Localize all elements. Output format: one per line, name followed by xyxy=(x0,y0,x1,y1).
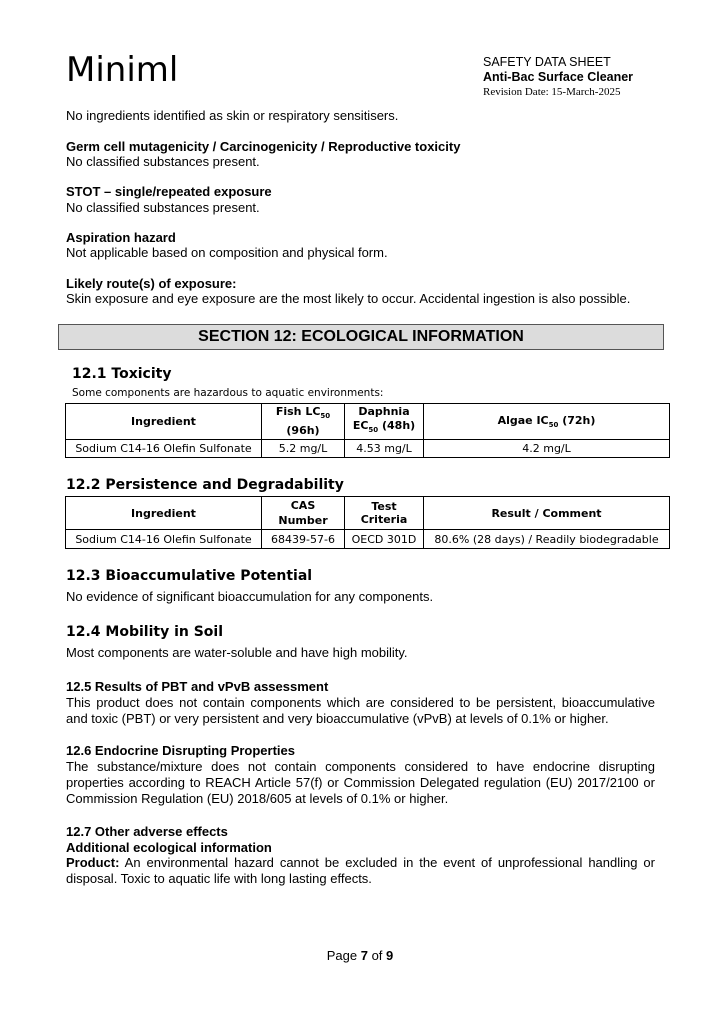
revision-date: Revision Date: 15-March-2025 xyxy=(483,86,621,98)
cell-cas: 68439-57-6 xyxy=(262,530,345,549)
cell-ingredient: Sodium C14-16 Olefin Sulfonate xyxy=(66,440,262,458)
cell-algae: 4.2 mg/L xyxy=(424,440,670,458)
algae-label: Algae IC xyxy=(497,413,549,427)
daphnia-ec-label: EC xyxy=(352,419,369,433)
product-label: Product: xyxy=(66,855,120,870)
cell-ingredient: Sodium C14-16 Olefin Sulfonate xyxy=(66,530,262,549)
additional-info-heading: Additional ecological information xyxy=(66,840,272,855)
col-cas-number xyxy=(262,497,345,530)
cell-fish: 5.2 mg/L xyxy=(262,440,345,458)
col-ingredient: Ingredient xyxy=(66,404,262,440)
col-ingredient: Ingredient xyxy=(66,497,262,530)
col-daphnia-ec50 xyxy=(345,404,424,440)
page-prefix: Page xyxy=(326,948,361,963)
endocrine-heading: 12.6 Endocrine Disrupting Properties xyxy=(66,743,295,758)
sensitiser-text: No ingredients identified as skin or respiratory sensitisers. xyxy=(66,108,399,123)
cell-daphnia: 4.53 mg/L xyxy=(345,440,424,458)
bioaccumulative-heading: 12.3 Bioaccumulative Potential xyxy=(66,568,313,584)
fish-subscript: 50 xyxy=(320,412,331,421)
aspiration-text: Not applicable based on composition and physical form. xyxy=(66,245,388,260)
germ-cell-text: No classified substances present. xyxy=(66,154,260,169)
fish-label: Fish LC xyxy=(275,405,321,419)
pbt-heading: 12.5 Results of PBT and vPvB assessment xyxy=(66,679,329,694)
product-hazard-body: An environmental hazard cannot be excluded in the event of unprofessional handling or disposal. Toxic to aquatic life with long lasting effects. xyxy=(66,855,655,886)
bioaccumulative-text: No evidence of significant bioaccumulation for any components. xyxy=(66,589,434,604)
document-header xyxy=(483,55,683,99)
total-pages: 9 xyxy=(386,948,394,963)
exposure-route-heading: Likely route(s) of exposure: xyxy=(66,276,237,291)
table-header-row xyxy=(66,404,670,440)
algae-duration: (72h) xyxy=(558,413,596,427)
cell-test: OECD 301D xyxy=(345,530,424,549)
cell-result: 80.6% (28 days) / Readily biodegradable xyxy=(424,530,670,549)
col-test-criteria: Test Criteria xyxy=(345,497,424,530)
persistence-heading: 12.2 Persistence and Degradability xyxy=(66,477,344,493)
company-logo: Miniml xyxy=(66,50,179,90)
fish-duration: (96h) xyxy=(286,423,320,437)
persistence-table xyxy=(65,496,670,549)
page-number xyxy=(0,948,720,964)
table-row xyxy=(66,530,670,549)
toxicity-heading: 12.1 Toxicity xyxy=(72,366,172,382)
endocrine-text: The substance/mixture does not contain components considered to have endocrine disrupting properties according to REACH Article 57(f) or Commission Delegated regulation (EU) 2017/2100 or Commission Regulation (EU) 2018/605 at levels of 0.1% or higher. xyxy=(66,759,655,806)
mobility-heading: 12.4 Mobility in Soil xyxy=(66,624,224,640)
algae-subscript: 50 xyxy=(548,421,559,430)
daphnia-duration: (48h) xyxy=(378,419,416,433)
daphnia-subscript: 50 xyxy=(368,426,379,435)
pbt-text: This product does not contain components which are considered to be persistent, bioaccumulative and toxic (PBT) or very persistent and very bioaccumulative (vPvB) at levels of 0.1% or higher. xyxy=(66,695,655,726)
germ-cell-heading: Germ cell mutagenicity / Carcinogenicity / Reproductive toxicity xyxy=(66,139,461,154)
current-page: 7 xyxy=(360,948,368,963)
stot-heading: STOT – single/repeated exposure xyxy=(66,184,272,199)
table-header-row xyxy=(66,497,670,530)
product-hazard-text xyxy=(66,855,655,887)
cas-label: CAS xyxy=(290,499,316,512)
col-algae-ic50 xyxy=(424,404,670,440)
other-effects-heading: 12.7 Other adverse effects xyxy=(66,824,228,839)
col-result: Result / Comment xyxy=(424,497,670,530)
table-row xyxy=(66,440,670,458)
aspiration-heading: Aspiration hazard xyxy=(66,230,176,245)
toxicity-table xyxy=(65,403,670,458)
mobility-text: Most components are water-soluble and have high mobility. xyxy=(66,645,408,660)
section-12-title: SECTION 12: ECOLOGICAL INFORMATION xyxy=(58,324,664,350)
daphnia-label: Daphnia xyxy=(358,405,410,419)
page-of: of xyxy=(367,948,387,963)
doc-type: SAFETY DATA SHEET xyxy=(483,55,611,69)
product-name: Anti-Bac Surface Cleaner xyxy=(483,70,634,84)
number-label: Number xyxy=(278,514,328,527)
exposure-route-text: Skin exposure and eye exposure are the most likely to occur. Accidental ingestion is also possible. xyxy=(66,291,631,306)
toxicity-note: Some components are hazardous to aquatic environments: xyxy=(72,387,384,399)
stot-text: No classified substances present. xyxy=(66,200,260,215)
col-fish-lc50 xyxy=(262,404,345,440)
